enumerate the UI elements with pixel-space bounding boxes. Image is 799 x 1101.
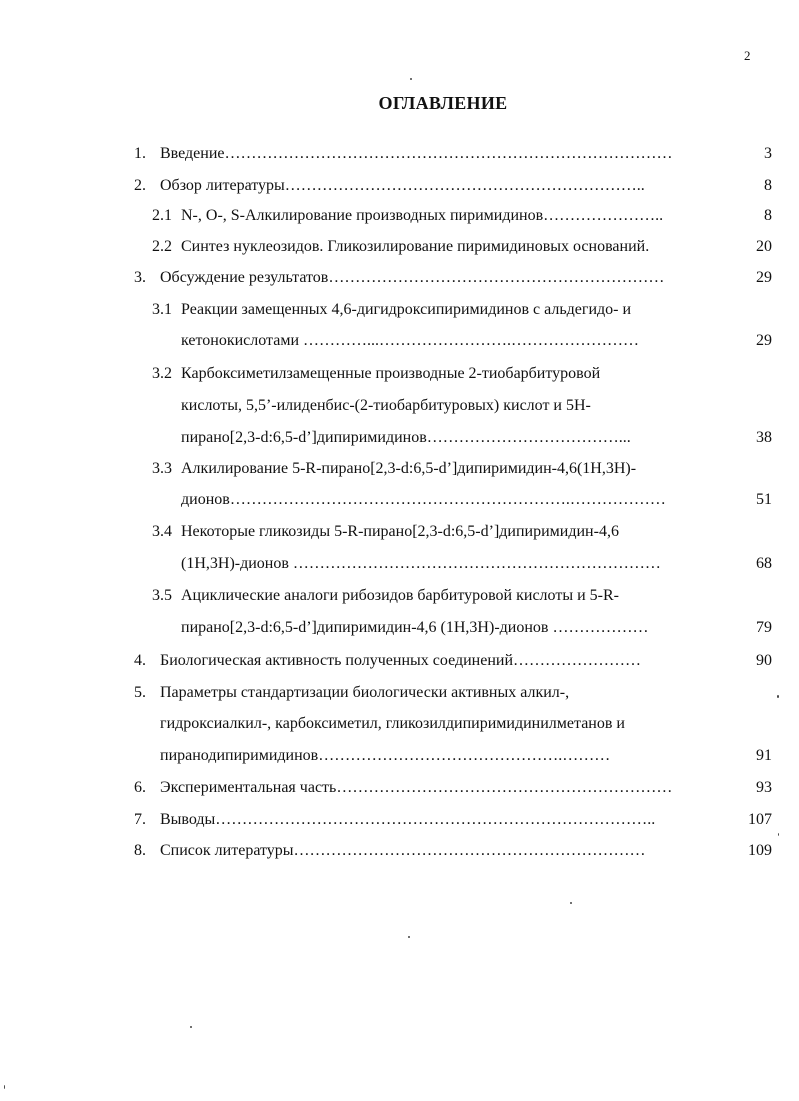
toc-entry-text: кислоты, 5,5’-илиденбис-(2-тиобарбитуровых) кислот и 5H- <box>181 397 591 414</box>
toc-entry-text: Экспериментальная часть <box>160 779 337 796</box>
toc-entry-7 <box>134 810 772 830</box>
toc-entry-3-1-cont <box>181 331 772 351</box>
toc-leader-dots: ………………………………………………………… <box>293 842 646 859</box>
toc-leader-dots: ………………….. <box>543 207 664 224</box>
toc-entry-text: Карбоксиметилзамещенные производные 2-тиобарбитуровой <box>181 365 601 382</box>
toc-entry-page: 91 <box>756 747 772 764</box>
toc-entry-5 <box>134 683 729 703</box>
toc-entry-page: 20 <box>756 238 772 255</box>
toc-entry-text: Синтез нуклеозидов. Гликозилирование пиримидиновых оснований. <box>181 238 650 255</box>
toc-entry-number: 7. <box>134 811 146 828</box>
toc-entry-number: 3.1 <box>152 301 172 318</box>
toc-entry-page: 109 <box>748 842 772 859</box>
toc-entry-page: 8 <box>764 207 772 224</box>
toc-entry-number: 3.4 <box>152 523 172 540</box>
toc-entry-4 <box>134 651 772 671</box>
toc-entry-number: 3.2 <box>152 365 172 382</box>
toc-leader-dots: ……………………………………………………………………….. <box>215 811 656 828</box>
toc-entry-text: Список литературы <box>160 842 294 859</box>
toc-entry-page: 8 <box>764 177 772 194</box>
scan-speck <box>777 695 779 698</box>
toc-leader-dots: ……………………………………………………… <box>328 269 665 286</box>
scan-speck <box>778 833 779 836</box>
toc-leader-dots: …………………… <box>513 652 642 669</box>
toc-leader-dots: …………………………………………………………… <box>292 555 661 572</box>
toc-leader-dots: …………...…………………….…………………… <box>303 332 640 349</box>
toc-leader-dots: ……………………………………………………….……………… <box>229 491 666 508</box>
toc-entry-text: кетонокислотами <box>181 332 300 349</box>
toc-entry-3-2-cont1 <box>181 396 729 416</box>
page-number: 2 <box>744 48 751 63</box>
toc-entry-page: 51 <box>756 491 772 508</box>
toc-entry-number: 2.1 <box>152 207 172 224</box>
toc-entry-2-1 <box>152 206 772 226</box>
toc-entry-text: Обсуждение результатов <box>160 269 329 286</box>
toc-entry-text: Ациклические аналоги рибозидов барбитуровой кислоты и 5-R- <box>181 587 619 604</box>
toc-entry-3 <box>134 268 772 288</box>
toc-entry-number: 3.3 <box>152 460 172 477</box>
toc-entry-number: 6. <box>134 779 146 796</box>
toc-entry-number: 3. <box>134 269 146 286</box>
toc-entry-page: 29 <box>756 269 772 286</box>
toc-leader-dots: ………………………………... <box>426 429 631 446</box>
toc-entry-number: 5. <box>134 684 146 701</box>
toc-entry-2-2 <box>152 237 772 257</box>
toc-entry-5-cont2 <box>160 746 772 766</box>
toc-entry-number: 4. <box>134 652 146 669</box>
toc-entry-3-5 <box>152 586 729 606</box>
toc-entry-text: пиранодипиримидинов <box>160 747 319 764</box>
scan-speck <box>408 936 410 938</box>
toc-entry-2 <box>134 176 772 196</box>
toc-entry-5-cont1 <box>160 714 729 734</box>
toc-entry-text: Параметры стандартизации биологически активных алкил-, <box>160 684 570 701</box>
toc-entry-3-5-cont <box>181 618 772 638</box>
toc-entry-6 <box>134 778 772 798</box>
toc-leader-dots: ………………………………………………………….. <box>284 177 645 194</box>
toc-entry-text: Выводы <box>160 811 216 828</box>
toc-entry-3-3-cont <box>181 490 772 510</box>
toc-entry-page: 90 <box>756 652 772 669</box>
toc-entry-text: Некоторые гликозиды 5-R-пирано[2,3-d:6,5-d’]дипиримидин-4,6 <box>181 523 619 540</box>
toc-entry-number: 1. <box>134 145 146 162</box>
scan-speck <box>190 1026 192 1028</box>
toc-leader-dots: ……………… <box>552 619 649 636</box>
toc-entry-number: 8. <box>134 842 146 859</box>
toc-entry-text: Алкилирование 5-R-пирано[2,3-d:6,5-d’]дипиримидин-4,6(1H,3H)- <box>181 460 637 477</box>
toc-entry-number: 2. <box>134 177 146 194</box>
toc-entry-text: гидроксиалкил-, карбоксиметил, гликозилдипиримидинилметанов и <box>160 715 625 732</box>
toc-entry-text: дионов <box>181 491 230 508</box>
toc-entry-1 <box>134 144 772 164</box>
toc-entry-text: Введение <box>160 145 225 162</box>
toc-entry-page: 38 <box>756 429 772 446</box>
toc-entry-page: 93 <box>756 779 772 796</box>
toc-entry-text: Реакции замещенных 4,6-дигидроксипиримидинов с альдегидо- и <box>181 301 632 318</box>
toc-leader-dots: ……………………………………….……… <box>318 747 611 764</box>
toc-entry-text: Обзор литературы <box>160 177 285 194</box>
toc-leader-dots: ………………………………………………………………………… <box>224 145 673 162</box>
toc-entry-3-2 <box>152 364 729 384</box>
scan-speck <box>410 78 412 80</box>
scan-speck <box>570 902 572 904</box>
toc-entry-page: 79 <box>756 619 772 636</box>
toc-entry-number: 3.5 <box>152 587 172 604</box>
toc-entry-3-4 <box>152 522 729 542</box>
toc-entry-text: пирано[2,3-d:6,5-d’]дипиримидин-4,6 (1H,3H)-дионов <box>181 619 549 636</box>
toc-entry-number: 2.2 <box>152 238 172 255</box>
toc-entry-3-3 <box>152 459 729 479</box>
toc-leader-dots: ……………………………………………………… <box>336 779 673 796</box>
scan-speck <box>4 1085 5 1089</box>
toc-entry-page: 3 <box>764 145 772 162</box>
toc-entry-page: 107 <box>748 811 772 828</box>
toc-entry-text: пирано[2,3-d:6,5-d’]дипиримидинов <box>181 429 427 446</box>
toc-entry-3-2-cont2 <box>181 428 772 448</box>
toc-entry-3-4-cont <box>181 554 772 574</box>
toc-entry-text: Биологическая активность полученных соединений <box>160 652 514 669</box>
toc-entry-3-1 <box>152 300 729 320</box>
toc-title: ОГЛАВЛЕНИЕ <box>378 93 508 113</box>
toc-entry-8 <box>134 841 772 861</box>
toc-entry-page: 29 <box>756 332 772 349</box>
toc-entry-page: 68 <box>756 555 772 572</box>
toc-entry-text: (1H,3H)-дионов <box>181 555 289 572</box>
toc-entry-text: N-, O-, S-Алкилирование производных пиримидинов <box>181 207 544 224</box>
